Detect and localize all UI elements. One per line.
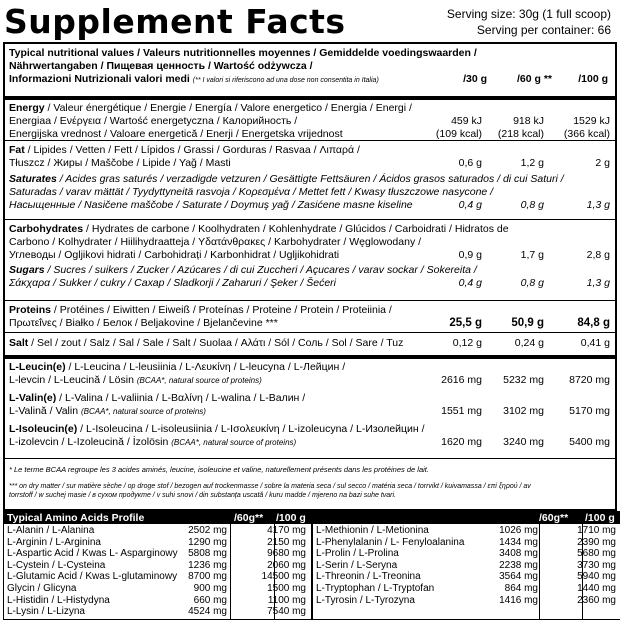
- amino-value-100g: 3730 mg: [577, 559, 616, 571]
- amino-right-header: /60g** /100 g: [313, 512, 620, 524]
- amino-name: L-Arginin / L-Arginina: [7, 536, 101, 548]
- amino-value-100g: 4170 mg: [267, 525, 306, 536]
- amino-row: [4, 583, 311, 595]
- col-100g: /100 g: [578, 73, 608, 85]
- amino-value-60g: 1026 mg: [499, 525, 538, 536]
- amino-value-100g: 2360 mg: [577, 594, 616, 606]
- amino-name: L-Alanin / L-Alanina: [7, 525, 95, 536]
- energy-kcal-30: (109 kcal): [435, 128, 482, 140]
- amino-value-60g: 660 mg: [193, 594, 227, 606]
- proteins-row: Proteins / Protéines / Eiwitten / Eiweiß / Proteínas / Proteine / Protein / Proteiinia / Πρωτεΐνες / Białko / Белок / Beljakovine / Bjelančevine *** 25,5 g 50,9 g 84,8 g: [5, 300, 615, 333]
- col-30g: /30 g: [463, 73, 487, 85]
- dry-matter-footnote-1: *** on dry matter / sur matière sèche / op droge stof / bezogen auf trockenmasse / sobre la materia seca / sul secco / matéria seca / torrvikt / kuivamassa / επί ξηρού / av: [9, 483, 531, 490]
- amino-row: [313, 583, 620, 595]
- amino-row: [4, 571, 311, 583]
- amino-name: L-Phenylalanin / L- Fenyloalanina: [316, 536, 465, 548]
- header-line-1: Typical nutritional values / Valeurs nutritionnelles moyennes / Gemiddelde voedingswaarden /: [9, 47, 477, 59]
- amino-name: L-Tryptophan / L-Tryptofan: [316, 583, 435, 594]
- amino-row: [4, 606, 311, 618]
- amino-value-100g: 9680 mg: [267, 548, 306, 560]
- amino-row: [313, 548, 620, 560]
- amino-left-header: Typical Amino Acids Profile /60g** /100 g: [4, 512, 311, 524]
- amino-name: L-Serin / L-Seryna: [316, 559, 398, 571]
- amino-value-60g: 4524 mg: [188, 606, 227, 618]
- amino-row: [313, 595, 620, 607]
- serving-size: Serving size: 30g (1 full scoop): [446, 7, 611, 21]
- amino-row: [4, 560, 311, 572]
- amino-value-60g: 8700 mg: [188, 571, 227, 583]
- amino-value-60g: 1416 mg: [499, 594, 538, 606]
- amino-value-100g: 2150 mg: [267, 536, 306, 548]
- amino-value-100g: 2060 mg: [267, 559, 306, 571]
- amino-value-60g: 1290 mg: [188, 536, 227, 548]
- dry-matter-footnote-2: torrstoff / w suchej masie / в сухом продукте / v suhi snovi / din substanța uscată / kuru madde / mjereno na bazi suhe tvari.: [9, 492, 396, 499]
- salt-row: Salt / Sel / zout / Salz / Sal / Sale / Salt / Suolaa / Αλάτι / Sól / Соль / Sol / Sare / Tuz 0,12 g 0,24 g 0,41 g: [5, 332, 615, 354]
- amino-value-100g: 2390 mg: [577, 536, 616, 548]
- amino-name: L-Aspartic Acid / Kwas L- Asparginowy: [7, 548, 178, 560]
- energy-kj-60: 918 kJ: [513, 115, 544, 127]
- energy-kj-100: 1529 kJ: [573, 115, 610, 127]
- amino-value-100g: 1100 mg: [267, 594, 306, 606]
- amino-value-60g: 1434 mg: [499, 536, 538, 548]
- amino-name: L-Methionin / L-Metionina: [316, 525, 429, 536]
- label-title: Supplement Facts: [4, 2, 346, 41]
- amino-value-100g: 1500 mg: [267, 583, 306, 594]
- fat-row: Fat / Lipides / Vetten / Fett / Lípidos / Grassi / Gorduras / Rasvaa / Λιπαρά / Tłuszcz / Жиры / Maščobe / Lipide / Yağ / Masti 0,6 g 1,2 g 2 g: [5, 140, 615, 171]
- amino-name: L-Glutamic Acid / Kwas L-glutaminowy: [7, 571, 178, 583]
- amino-row: [313, 537, 620, 549]
- amino-value-60g: 900 mg: [193, 583, 227, 594]
- amino-value-60g: 3408 mg: [499, 548, 538, 560]
- amino-acids-table: [3, 511, 620, 620]
- col-60g: /60 g **: [516, 73, 552, 85]
- energy-kcal-100: (366 kcal): [563, 128, 610, 140]
- header-note: (** I valori si riferiscono ad una dose non consentita in Italia): [192, 77, 379, 84]
- amino-value-100g: 14500 mg: [261, 571, 306, 583]
- amino-value-100g: 1710 mg: [577, 525, 616, 536]
- amino-value-60g: 2238 mg: [499, 559, 538, 571]
- bcaa-footnote: * Le terme BCAA regroupe les 3 acides aminés, leucine, isoleucine et valine, naturellement présents dans les protéines de lait.: [9, 465, 429, 474]
- carbohydrates-row: Carbohydrates / Hydrates de carbone / Koolhydraten / Kohlenhydrate / Glúcidos / Carboidrati / Hidratos de Carbono / Kolhydrater / Hiilihydraatteja / Υδατάνθρακες / Karbohydrater / Węglowodany / Углеводы / Ogljikovi hidrati / Carbohidrați / Karbonhidrat / Ugljikohidrati 0,9 g 1,7 g 2,8 g: [5, 219, 615, 264]
- amino-value-60g: 1236 mg: [188, 559, 227, 571]
- table-header: [5, 44, 615, 96]
- bcaa-block: L-Leucin(e) / L-Leucina / L-leusiinia / L-Λευκίνη / L-leucyna / L-Лейцин / L-levcin / L-Leucină / Lösin (BCAA*, natural source of proteins) 2616 mg 5232 mg 8720 mg L-Valin(e) / L-Valina / L-valiinia / L-Βαλίνη / L-walina / L-Валин / L-Valină / Valin (BCAA*, natural source of proteins) 1551 mg 3102 mg 5170 mg L-Isoleucin(e) / L-Isoleucina / L-isoleusiinia / L-Ισολευκίνη / L-izoleucyna / L-Изолейцин / L-izolevcin / L-Izoleucină / İzolösin (BCAA*, natural source of proteins) 1620 mg 3240 mg 5400 mg: [5, 355, 615, 463]
- amino-value-100g: 5940 mg: [577, 571, 616, 583]
- footnotes: [5, 458, 615, 510]
- amino-row: [313, 560, 620, 572]
- amino-name: Glycin / Glicyna: [7, 583, 77, 594]
- energy-kj-30: 459 kJ: [451, 115, 482, 127]
- amino-value-60g: 864 mg: [504, 583, 538, 594]
- amino-row: [4, 525, 311, 537]
- amino-value-60g: 5808 mg: [188, 548, 227, 560]
- amino-value-100g: 5680 mg: [577, 548, 616, 560]
- amino-row: [313, 571, 620, 583]
- header-line-2: Nährwertangaben / Пищевая ценность / Wartość odżywcza /: [9, 60, 313, 72]
- amino-value-60g: 3564 mg: [499, 571, 538, 583]
- amino-value-60g: 2502 mg: [188, 525, 227, 536]
- energy-kcal-60: (218 kcal): [497, 128, 544, 140]
- saturates-row: Saturates / Acides gras saturés / verzadigde vetzuren / Gesättigte Fettsäuren / Ácidos grasos saturados / di cui Saturi / Saturadas / varav mättät / Tyydyttyneitä rasvoja / Κορεσμένα / Mettet fett / Kwasy tłuszczowe nasycone / Насыщенные / Nasičene maščobe / Saturate / Doymuş yağ / Zasićene masne kiseline 0,4 g 0,8 g 1,3 g: [9, 173, 610, 211]
- amino-row: [4, 595, 311, 607]
- amino-row: [313, 525, 620, 537]
- servings-per-container: Serving per container: 66: [476, 23, 611, 37]
- energy-row: Energy / Valeur énergétique / Energie / Energía / Valore energetico / Energia / Energi / Energiaa / Ενέργεια / Wartość energetyczna / Калорийность / Energijska vrednost / Valoare energetică / Enerji / Energetska vrijednost 459 kJ 918 kJ 1529 kJ (109 kcal) (218 kcal) (366 kcal): [5, 96, 615, 144]
- amino-name: L-Prolin / L-Prolina: [316, 548, 399, 560]
- amino-name: L-Histidin / L-Histydyna: [7, 594, 110, 606]
- amino-name: L-Threonin / L-Treonina: [316, 571, 421, 583]
- sugars-row: Sugars / Sucres / suikers / Zucker / Azúcares / di cui Zuccheri / Açucares / varav sockar / Sokereita / Σάκχαρα / Sukker / cukry / Сахар / Sladkorji / Zaharuri / Şeker / Šećeri 0,4 g 0,8 g 1,3 g: [9, 264, 610, 289]
- amino-value-100g: 1440 mg: [577, 583, 616, 594]
- amino-row: [4, 537, 311, 549]
- amino-name: L-Cystein / L-Cysteina: [7, 559, 106, 571]
- amino-name: L-Lysin / L-Lizyna: [7, 606, 85, 618]
- amino-row: [4, 548, 311, 560]
- amino-value-100g: 7540 mg: [267, 606, 306, 618]
- nutrition-table: [3, 42, 617, 511]
- amino-name: L-Tyrosin / L-Tyrozyna: [316, 594, 415, 606]
- header-line-3: Informazioni Nutrizionali valori medi (** I valori si riferiscono ad una dose non consentita in Italia): [9, 73, 379, 85]
